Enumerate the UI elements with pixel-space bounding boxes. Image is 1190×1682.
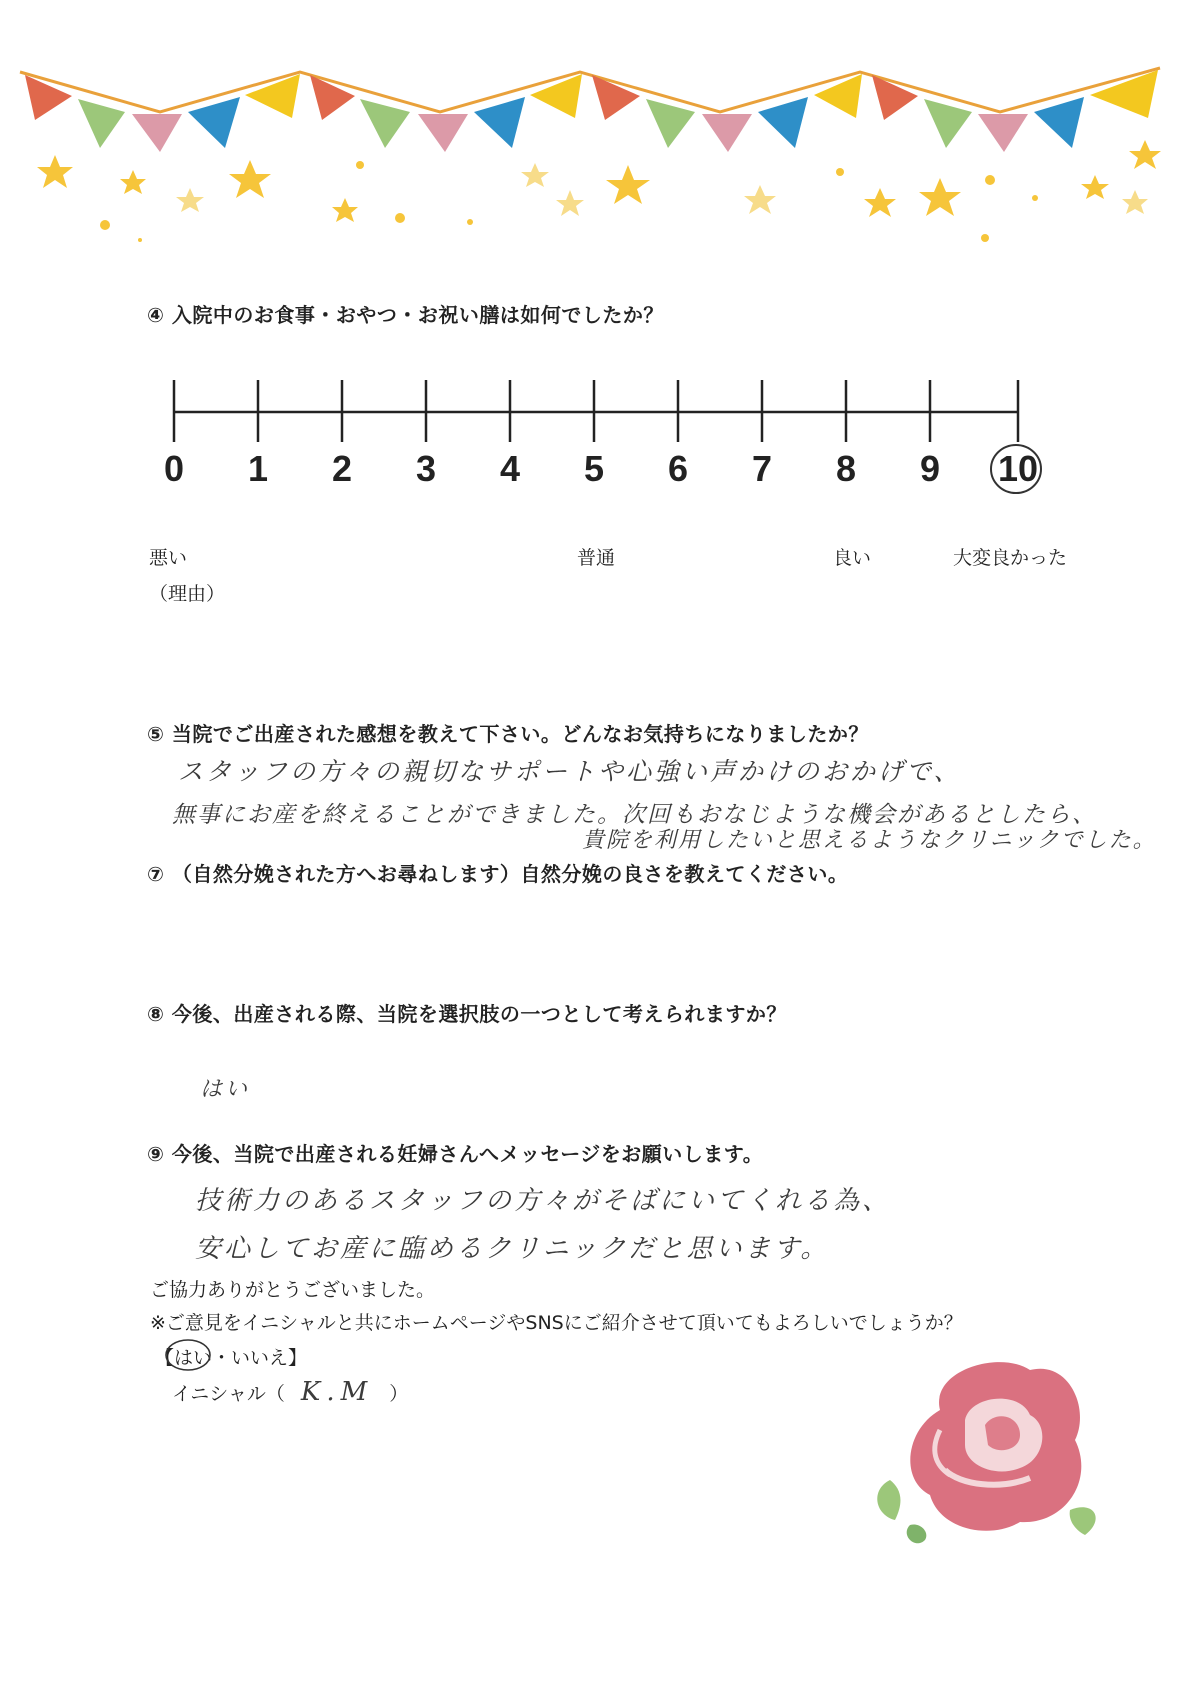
question-7: ⑦ （自然分娩された方へお尋ねします）自然分娩の良さを教えてください。	[147, 862, 849, 886]
initial-label: イニシャル（	[172, 1383, 285, 1405]
reason-label: （理由）	[149, 583, 226, 605]
initial-value: K.M	[300, 1377, 374, 1407]
answer-5-line-1: スタッフの方々の親切なサポートや心強い声かけのおかげで、	[178, 757, 962, 786]
question-9: ⑨ 今後、当院で出産される妊婦さんへメッセージをお願いします。	[147, 1142, 764, 1166]
question-4: ④ 入院中のお食事・おやつ・お祝い膳は如何でしたか？	[147, 303, 664, 327]
stars	[37, 140, 1161, 242]
scale-number-6: 6	[667, 448, 689, 489]
answer-5-line-2: 無事にお産を終えることができました。次回もおなじような機会があるとしたら、	[172, 802, 1097, 828]
initial-close: ）	[389, 1383, 409, 1405]
selected-circle-mark	[988, 442, 1044, 498]
question-8: ⑧ 今後、出産される際、当院を選択肢の一つとして考えられますか？	[147, 1002, 787, 1026]
scale-number-8: 8	[835, 448, 857, 489]
scale-number-0: 0	[163, 448, 185, 489]
answer-9-line-2: 安心してお産に臨めるクリニックだと思います。	[195, 1234, 830, 1264]
scale-number-3: 3	[415, 448, 437, 489]
label-great: 大変良かった	[953, 547, 1068, 569]
scale-number-9: 9	[919, 448, 941, 489]
consent-choice: 【はい・いいえ】	[155, 1347, 308, 1369]
consent-question: ※ご意見をイニシャルと共にホームページやSNSにご紹介させて頂いてもよろしいでしょうか？	[150, 1312, 963, 1334]
scale-number-5: 5	[583, 448, 605, 489]
scale-number-7: 7	[751, 448, 773, 489]
scale-number-1: 1	[247, 448, 269, 489]
answer-8: はい	[200, 1077, 251, 1102]
initial-row	[172, 1377, 408, 1407]
bunting-banner	[0, 0, 1190, 250]
yes-circle-mark	[163, 1337, 213, 1373]
rose-illustration	[870, 1350, 1110, 1560]
answer-9-line-1: 技術力のあるスタッフの方々がそばにいてくれる為、	[195, 1186, 892, 1216]
scale-number-10: 10	[997, 448, 1039, 489]
answer-5-line-3: 貴院を利用したいと思えるようなクリニックでした。	[582, 828, 1157, 853]
label-normal: 普通	[577, 547, 616, 569]
label-bad: 悪い	[149, 547, 188, 569]
scale-number-4: 4	[499, 448, 521, 489]
question-5: ⑤ 当院でご出産された感想を教えて下さい。どんなお気持ちになりましたか？	[147, 722, 869, 746]
thanks-text: ご協力ありがとうございました。	[150, 1279, 436, 1301]
scale-labels	[160, 448, 1060, 498]
scale-number-2: 2	[331, 448, 353, 489]
bunting-flags	[20, 68, 1160, 152]
label-good: 良い	[833, 547, 872, 569]
rating-scale	[160, 370, 1060, 450]
